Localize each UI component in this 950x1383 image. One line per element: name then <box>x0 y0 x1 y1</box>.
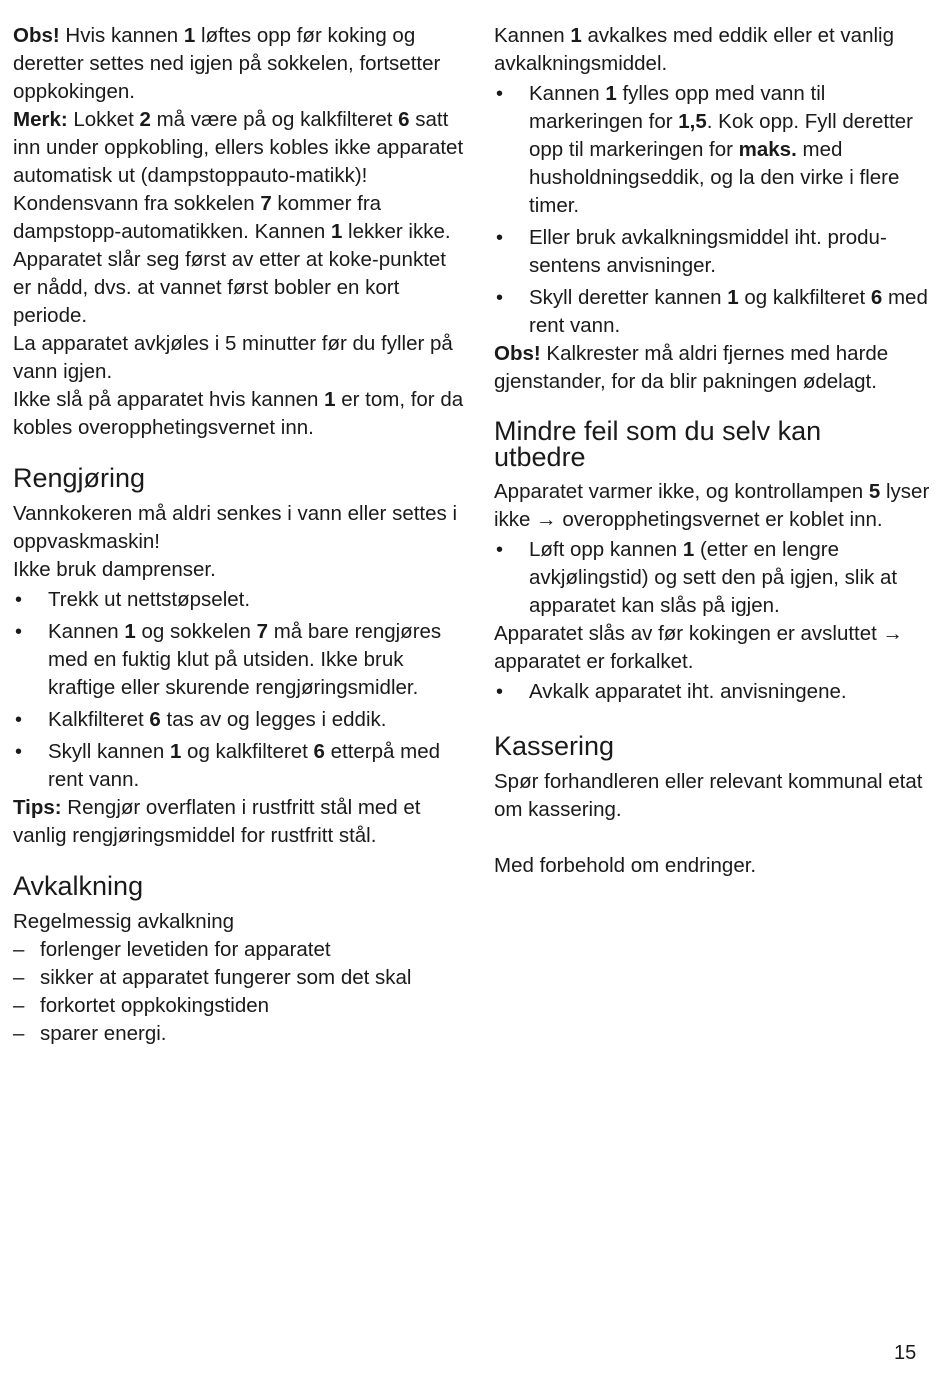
cleaning-steam-note: Ikke bruk damprenser. <box>13 558 216 581</box>
list-item: • Avkalk apparatet iht. anvisningene. <box>494 678 934 706</box>
list-item: • Løft opp kannen 1 (etter en lengre avkjølingstid) og sett den på igjen, slik at apparatet kan slås på igjen. <box>494 536 934 620</box>
descale-steps <box>494 80 934 340</box>
list-item: • Skyll kannen 1 og kalkfilteret 6 etterpå med rent vann. <box>13 738 468 794</box>
obs-note-right: Obs! Kalkrester må aldri fjernes med harde gjenstander, for da blir pakningen ødelagt. <box>494 342 889 393</box>
list-item: • Trekk ut nettstøpselet. <box>13 586 468 614</box>
list-item: – forlenger levetiden for apparatet <box>13 936 468 964</box>
obs-note: Obs! Hvis kannen 1 løftes opp før koking og deretter settes ned igjen på sokkelen, fortsetter oppkokingen. <box>13 24 441 103</box>
descaling-benefits <box>13 936 468 1048</box>
cleaning-list <box>13 586 468 794</box>
fault-no-heat-fix <box>494 536 934 620</box>
boiling-note: Apparatet slår seg først av etter at koke-punktet er nådd, dvs. at vannet først bobler en kort periode. <box>13 248 446 327</box>
fault-early-stop-fix <box>494 678 934 706</box>
heading-disposal: Kassering <box>494 731 615 761</box>
heading-cleaning: Rengjøring <box>13 463 146 493</box>
reservation-note: Med forbehold om endringer. <box>494 854 757 877</box>
condensation-note: Kondensvann fra sokkelen 7 kommer fra dampstopp-automatikken. Kannen 1 lekker ikke. <box>13 192 451 243</box>
left-column <box>13 22 468 1048</box>
fault-no-heat: Apparatet varmer ikke, og kontrollampen 5 lyser ikke → overopphetingsvernet er koblet inn. <box>494 480 930 531</box>
list-item: • Kannen 1 fylles opp med vann til markeringen for 1,5. Kok opp. Fyll deretter opp til markeringen for maks. med husholdningseddik, og la den virke i flere timer. <box>494 80 934 220</box>
list-item: • Eller bruk avkalkningsmiddel iht. produ-sentens anvisninger. <box>494 224 934 280</box>
list-item: • Kalkfilteret 6 tas av og legges i eddik. <box>13 706 468 734</box>
list-item: – sikker at apparatet fungerer som det skal <box>13 964 468 992</box>
disposal-text: Spør forhandleren eller relevant kommunal etat om kassering. <box>494 770 923 821</box>
heading-descaling: Avkalkning <box>13 871 144 901</box>
list-item: – sparer energi. <box>13 1020 468 1048</box>
heading-faults: Mindre feil som du selv kan utbedre <box>494 416 822 472</box>
cleaning-warning: Vannkokeren må aldri senkes i vann eller settes i oppvaskmaskin! <box>13 502 458 553</box>
right-column <box>494 22 934 880</box>
list-item: • Skyll deretter kannen 1 og kalkfilteret 6 med rent vann. <box>494 284 934 340</box>
page-number: 15 <box>894 1342 917 1364</box>
merk-note: Merk: Lokket 2 må være på og kalkfilteret 6 satt inn under oppkobling, ellers kobles ikke apparatet automatisk ut (dampstoppauto-matikk)! <box>13 108 464 187</box>
list-item: • Kannen 1 og sokkelen 7 må bare rengjøres med en fuktig klut på utsiden. Ikke bruk kraftige eller skurende rengjøringsmidler. <box>13 618 468 702</box>
tips-note: Tips: Rengjør overflaten i rustfritt stål med et vanlig rengjøringsmiddel for rustfritt stål. <box>13 796 421 847</box>
descale-method: Kannen 1 avkalkes med eddik eller et vanlig avkalkningsmiddel. <box>494 24 894 75</box>
fault-early-stop: Apparatet slås av før kokingen er avsluttet → apparatet er forkalket. <box>494 622 904 673</box>
cooling-note: La apparatet avkjøles i 5 minutter før du fyller på vann igjen. <box>13 332 453 383</box>
list-item: – forkortet oppkokingstiden <box>13 992 468 1020</box>
descaling-intro: Regelmessig avkalkning <box>13 910 235 933</box>
empty-note: Ikke slå på apparatet hvis kannen 1 er tom, for da kobles overopphetingsvernet inn. <box>13 388 464 439</box>
